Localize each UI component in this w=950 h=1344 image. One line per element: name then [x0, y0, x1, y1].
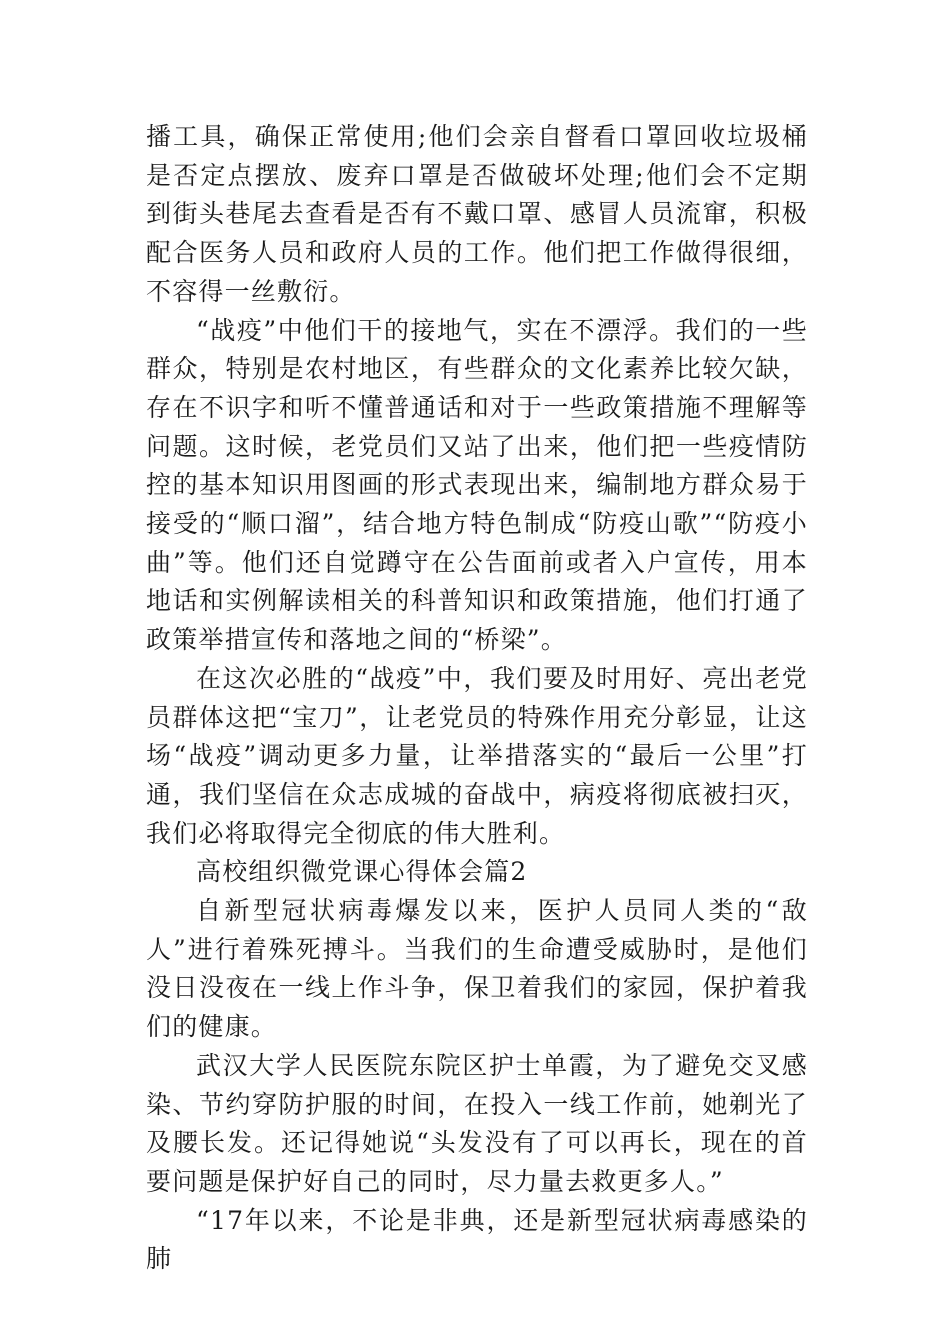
- section-heading: 高校组织微党课心得体会篇2: [196, 857, 528, 887]
- paragraph-quote-start: “17年以来，不论是非典，还是新型冠状病毒感染的肺: [146, 1205, 808, 1274]
- paragraph-nurse-story: 武汉大学人民医院东院区护士单霞，为了避免交叉感染、节约穿防护服的时间，在投入一线工作前，她剃光了及腰长发。还记得她说“头发没有了可以再长，现在的首要问题是保护好自己的同时，尽力量去救更多人。”: [146, 1050, 808, 1196]
- paragraph-grounded-work: “战疫”中他们干的接地气，实在不漂浮。我们的一些群众，特别是农村地区，有些群众的文化素养比较欠缺，存在不识字和听不懂普通话和对于一些政策措施不理解等问题。这时候，老党员们又站了出来，他们把一些疫情防控的基本知识用图画的形式表现出来，编制地方群众易于接受的“顺口溜”，结合地方特色制成“防疫山歌”“防疫小曲”等。他们还自觉蹲守在公告面前或者入户宣传，用本地话和实例解读相关的科普知识和政策措施，他们打通了政策举措宣传和落地之间的“桥梁”。: [146, 315, 808, 655]
- paragraph-conclusion: 在这次必胜的“战疫”中，我们要及时用好、亮出老党员群体这把“宝刀”，让老党员的特殊作用充分彰显，让这场“战疫”调动更多力量，让举措落实的“最后一公里”打通，我们坚信在众志成城的奋战中，病疫将彻底被扫灭，我们必将取得完全彻底的伟大胜利。: [146, 663, 808, 848]
- paragraph-continuation: 播工具，确保正常使用;他们会亲自督看口罩回收垃圾桶是否定点摆放、废弃口罩是否做破坏处理;他们会不定期到街头巷尾去查看是否有不戴口罩、感冒人员流窜，积极配合医务人员和政府人员的工作。他们把工作做得很细，不容得一丝敷衍。: [146, 122, 808, 306]
- paragraph-medical-staff: 自新型冠状病毒爆发以来，医护人员同人类的“敌人”进行着殊死搏斗。当我们的生命遭受威胁时，是他们没日没夜在一线上作斗争，保卫着我们的家园，保护着我们的健康。: [146, 896, 808, 1042]
- document-page: [146, 118, 808, 1279]
